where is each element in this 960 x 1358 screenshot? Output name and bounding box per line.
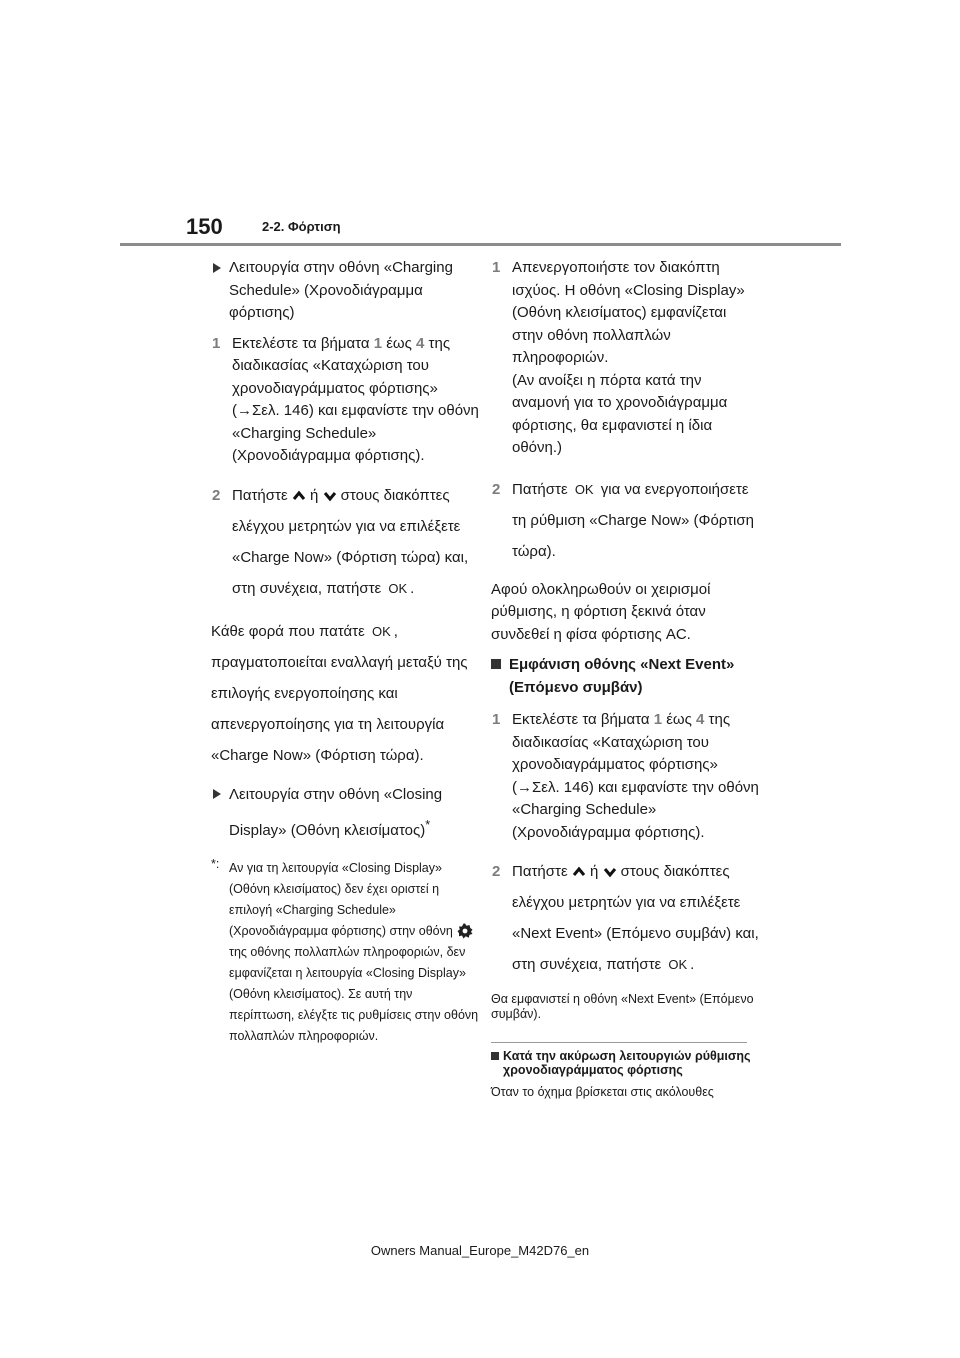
info-box-heading <box>491 1049 761 1077</box>
step-ref: 1 <box>373 334 383 352</box>
body-paragraph <box>211 616 481 771</box>
step-1 <box>211 333 481 468</box>
asterisk-mark: * <box>425 817 431 832</box>
step-text: της διαδικασίας «Καταχώριση του χρονοδιαγράμματος φόρτισης» ( <box>512 711 731 796</box>
step-note: (Αν ανοίξει η πόρτα κατά την αναμονή για το χρονοδιάγραμμα φόρτισης, θα εμφανιστεί η ίδια οθόνη.) <box>512 371 728 456</box>
step-number: 1 <box>212 334 221 352</box>
step-1 <box>491 709 761 844</box>
step-2 <box>211 480 481 604</box>
info-box-text: Όταν το όχημα βρίσκεται στις ακόλουθες <box>491 1085 714 1099</box>
chevron-down-icon <box>323 489 337 503</box>
footnote-text: Αν για τη λειτουργία «Closing Display» (Οθόνη κλεισίματος) δεν έχει οριστεί η επιλογή «Charging Schedule» (Χρονοδιάγραμμα φόρτισης) στην οθόνη <box>229 860 457 938</box>
page-number: 150 <box>186 214 223 239</box>
step-text: στους διακόπτες ελέγχου μετρητών για να επιλέξετε «Charge Now» (Φόρτιση τώρα) και, στη συνέχεια, πατήστε <box>232 486 469 597</box>
heading-text: Εμφάνιση οθόνης «Next Event» (Επόμενο συμβάν) <box>509 656 735 696</box>
body-text: Κάθε φορά που πατάτε <box>211 622 369 640</box>
triangle-bullet-icon <box>213 263 221 273</box>
step-text: έως <box>382 334 417 352</box>
left-column <box>211 257 481 1047</box>
step-ref: 4 <box>416 334 425 352</box>
chevron-up-icon <box>572 865 586 879</box>
step-number: 2 <box>492 480 501 498</box>
subsection-closing-display <box>211 779 481 846</box>
square-bullet-icon <box>491 659 501 669</box>
step-text: Σελ. 146) και εμφανίστε την οθόνη «Charging Schedule» (Χρονοδιάγραμμα φόρτισης). <box>512 778 759 841</box>
step-ref: 4 <box>696 711 705 728</box>
step-text: για να ενεργοποιήσετε τη ρύθμιση «Charge Now» (Φόρτιση τώρα). <box>512 480 754 560</box>
step-text: Εκτελέστε τα βήματα <box>232 334 374 352</box>
step-1 <box>491 257 761 460</box>
step-number: 1 <box>492 711 501 728</box>
arrow-icon: → <box>517 778 532 796</box>
gear-icon <box>456 922 474 940</box>
footer-text: Owners Manual_Europe_M42D76_en <box>370 1243 590 1258</box>
subsection-text: Λειτουργία στην οθόνη «Charging Schedule» (Χρονοδιάγραμμα φόρτισης) <box>229 259 453 321</box>
ok-button-icon: OK <box>574 481 594 497</box>
step-text: Σελ. 146) και εμφανίστε την οθόνη «Charging Schedule» (Χρονοδιάγραμμα φόρτισης). <box>232 402 479 464</box>
subsection-text: Λειτουργία στην οθόνη «Closing Display» (Οθόνη κλεισίματος) <box>229 785 443 839</box>
section-title: 2-2. Φόρτιση <box>262 219 341 234</box>
info-box-heading-text: Κατά την ακύρωση λειτουργιών ρύθμισης χρονοδιαγράμματος φόρτισης <box>503 1049 751 1077</box>
body-text: , πραγματοποιείται εναλλαγή μεταξύ της επιλογής ενεργοποίησης και απενεργοποίησης για τη λειτουργία «Charge Now» (Φόρτιση τώρα). <box>211 622 468 764</box>
footnote <box>211 858 481 1047</box>
arrow-icon: → <box>237 402 252 419</box>
step-text: Πατήστε <box>512 480 572 498</box>
period: . <box>410 579 415 597</box>
header-rule <box>120 243 841 246</box>
footnote-mark: *: <box>211 856 220 871</box>
step-text: στους διακόπτες ελέγχου μετρητών για να επιλέξετε «Next Event» (Επόμενο συμβάν) και, στη συνέχεια, πατήστε <box>512 863 759 973</box>
step-number: 1 <box>492 259 501 276</box>
step-2 <box>491 474 761 567</box>
step-text: Πατήστε <box>232 486 292 504</box>
step-text: Πατήστε <box>512 863 572 880</box>
body-paragraph: Αφού ολοκληρωθούν οι χειρισμοί ρύθμισης, η φόρτιση ξεκινά όταν συνδεθεί η φίσα φόρτισης AC. <box>491 580 711 643</box>
info-box-rule <box>491 1042 747 1043</box>
square-bullet-icon <box>491 1052 499 1060</box>
section-heading-next-event <box>491 654 761 699</box>
period: . <box>690 956 695 973</box>
triangle-bullet-icon <box>213 789 221 799</box>
subsection-charging-schedule <box>211 257 481 325</box>
step-text: ή <box>585 863 603 880</box>
ok-button-icon: OK <box>668 957 688 972</box>
ok-button-icon: OK <box>388 580 408 596</box>
chevron-down-icon <box>603 865 617 879</box>
footnote-text: της οθόνης πολλαπλών πληροφοριών, δεν εμφανίζεται η λειτουργία «Closing Display» (Οθόνη κλεισίματος). Σε αυτή την περίπτωση, ελέγξτε τις ρυθμίσεις στην οθόνη πολλαπλών πληροφοριών. <box>229 944 479 1043</box>
step-text: Εκτελέστε τα βήματα <box>512 711 654 728</box>
step-2 <box>491 856 761 980</box>
step-text: της διαδικασίας «Καταχώριση του χρονοδιαγράμματος φόρτισης» ( <box>232 334 451 419</box>
step-number: 2 <box>212 486 221 504</box>
right-column <box>491 257 761 1100</box>
step-text: Απενεργοποιήστε τον διακόπτη ισχύος. Η οθόνη «Closing Display» (Οθόνη κλεισίματος) εμφανίζεται στην οθόνη πολλαπλών πληροφοριών. <box>512 259 745 366</box>
chevron-up-icon <box>292 489 306 503</box>
step-text: ή <box>305 486 323 504</box>
ok-button-icon: OK <box>371 623 391 639</box>
result-note: Θα εμφανιστεί η οθόνη «Next Event» (Επόμενο συμβάν). <box>491 992 754 1021</box>
step-ref: 1 <box>653 711 663 728</box>
step-text: έως <box>662 711 697 728</box>
step-number: 2 <box>492 863 501 880</box>
